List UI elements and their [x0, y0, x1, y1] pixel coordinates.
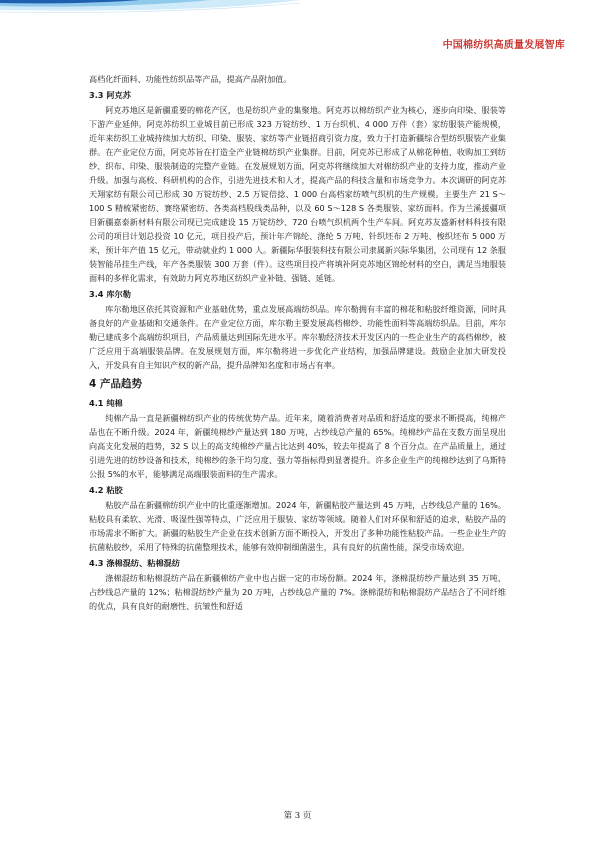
header-title: 中国棉纺织高质量发展智库: [442, 40, 565, 51]
paragraph-korla: 库尔勒地区依托其资源和产业基础优势，重点发展高端纺织品。库尔勒拥有丰富的棉花和粘胶纤维资源，同时具备良好的产业基础和交通条件。在产业定位方面，库尔勒主要发展高档棉纱、功能性面料等高端纺织品。目前，库尔勒已建成多个高端纺织项目，产品质量达到国际先进水平。库尔勒经济技术开发区内的一些企业生产的高档棉纱，被广泛应用于高端服装品牌。在发展规划方面，库尔勒将进一步优化产业结构，加强品牌建设。鼓励企业加大研发投入，开发具有自主知识产权的新产品，提升品牌知名度和市场占有率。: [89, 304, 506, 370]
paragraph-pure-cotton: 纯棉产品一直是新疆棉纺织产业的传统优势产品。近年来，随着消费者对品质和舒适度的要求不断提高，纯棉产品也在不断升级。2024 年，新疆纯棉纱产量达到 180 万吨，占纱线总产量的 65%。纯棉纱产品在支数方面呈现出向高支化发展的趋势，32 S 以上的高支纯棉纱产量占比达到 40%，较去年提高了 8 个百分点。在产品质量上，通过引进先进的纺纱设备和技术，纯棉纱的条干均匀度、强力等指标得到显著提升。许多企业生产的纯棉纱达到了乌斯特公报 5%的水平，能够满足高端服装面料的生产需求。: [89, 413, 506, 479]
heading-pure-cotton: 4.1 纯棉: [89, 398, 123, 408]
paragraph-aksu: 阿克苏地区是新疆重要的棉花产区，也是纺织产业的集聚地。阿克苏以棉纺织产业为核心，逐步向印染、服装等下游产业延伸。阿克苏纺织工业城目前已形成 323 万锭纺纱、1 万台织机、4 000 万件（套）家纺服装产能规模，近年来纺织工业城持续加大纺织、印染、服装、家纺等产业链招商引资力度，致力于打造新疆综合型纺织服装产业集群。在产业定位方面，阿克苏旨在打造全产业链棉纺织产业集群。目前，阿克苏已形成了从棉花种植、收购加工到纺纱、织布、印染、服装制造的完整产业链。在发展规划方面，阿克苏将继续加大对棉纺织产业的支持力度，推动产业升级。加强与高校、科研机构的合作，引进先进技术和人才，提高产品的科技含量和市场竞争力。本次调研的阿克苏天翔家纺有限公司已形成 30 万锭纺纱、2.5 万锭倍捻、1 000 台高档家纺喷气织机的生产规模。主要生产 21 S～100 S 精梳紧密纺、赛络紧密纺、各类高档股线类品种，以及 60 S～128 S 各类服装、家纺面料。作为兰溪援疆项目新疆嘉泰新材料有限公司现已完成建设 15 万锭纺纱、720 台喷气织机两个生产车间。阿克苏友盛新材料科技有限公司的项目计划总投资 10 亿元，项目投产后，预计年产锦纶、涤纶 5 万吨、针织坯布 2 万吨、梭织坯布 5 000 万米，预计年产值 15 亿元，带动就业约 1 000 人。新疆际华服装科技有限公司隶属新兴际华集团，公司现有 12 条服装智能吊挂生产线，年产各类服装 300 万套（件）。这些项目投产将填补阿克苏地区锦纶材料的空白，满足当地服装面料的多样化需求，有效助力阿克苏地区纺织产业补链、强链、延链。: [89, 105, 506, 283]
page-number: 第 3 页: [283, 811, 312, 821]
paragraph-blends: 涤棉混纺和粘棉混纺产品在新疆棉纺产业中也占据一定的市场份额。2024 年，涤棉混纺纱产量达到 35 万吨，占纱线总产量的 12%；粘棉混纺纱产量为 20 万吨，占纱线总产量的 7%。涤棉混纺和粘棉混纺产品结合了不同纤维的优点，具有良好的耐磨性、抗皱性和舒适: [89, 573, 506, 611]
header-decoration: [0, 0, 595, 60]
paragraph-viscose: 粘胶产品在新疆棉纺织产业中的比重逐渐增加。2024 年，新疆粘胶产量达到 45 万吨，占纱线总产量的 16%。粘胶具有柔软、光滑、吸湿性强等特点，广泛应用于服装、家纺等领域。随着人们对环保和舒适的追求，粘胶产品的市场需求不断扩大。新疆的粘胶生产企业在技术创新方面不断投入，开发出了多种功能性粘胶产品。一些企业生产的抗菌粘胶纱，采用了特殊的抗菌整理技术，能够有效抑制细菌滋生，具有良好的抗菌性能，深受市场欢迎。: [89, 500, 506, 552]
heading-aksu: 3.3 阿克苏: [89, 90, 131, 100]
intro-fragment: 高档化纤面料、功能性纺织品等产品，提高产品附加值。: [89, 74, 292, 84]
heading-korla: 3.4 库尔勒: [89, 289, 131, 299]
heading-viscose: 4.2 粘胶: [89, 485, 123, 495]
heading-blends: 4.3 涤棉混纺、粘棉混纺: [89, 558, 181, 568]
page-header: [0, 0, 595, 60]
document-body: [89, 72, 506, 615]
heading-product-trends: 4 产品趋势: [89, 378, 142, 390]
